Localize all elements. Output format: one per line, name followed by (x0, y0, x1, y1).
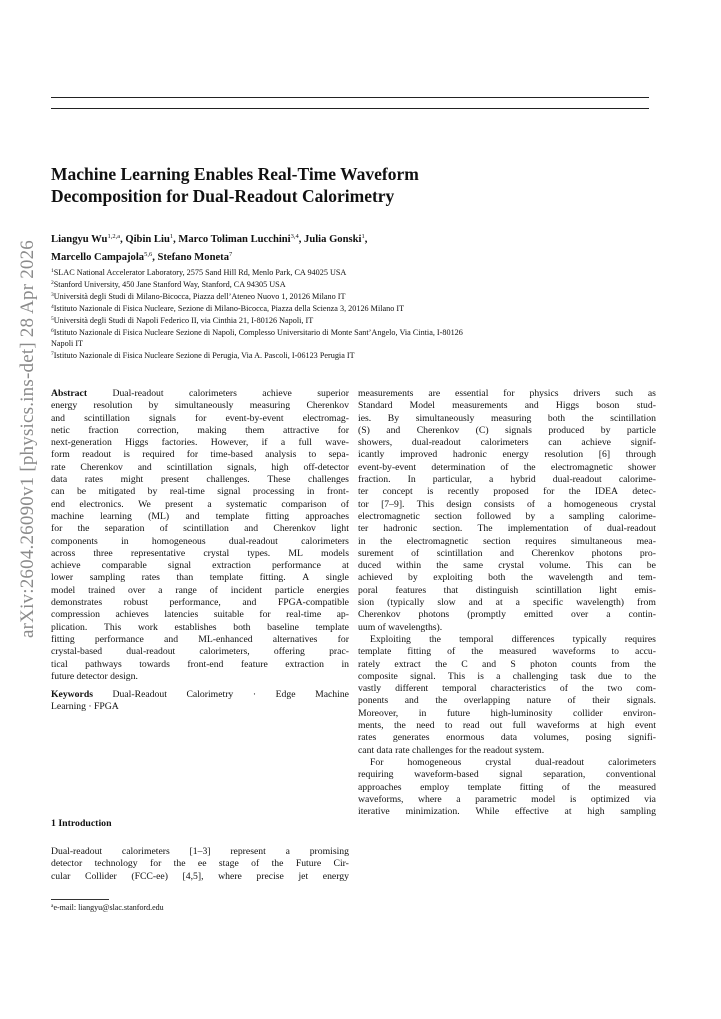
affiliation (51, 290, 661, 302)
abstract-line: model trained over a range of incident particle energies (51, 584, 349, 596)
author-name: Marcello Campajola (51, 252, 145, 263)
abstract-line: lower sampling rates than template fitting. A single (51, 572, 349, 584)
author-name: Liangyu Wu (51, 234, 108, 245)
affiliation (51, 314, 661, 326)
author-affiliation-mark: 7 (229, 251, 233, 258)
affiliation-number: 4 (51, 304, 54, 310)
affiliation-number: 2 (51, 280, 54, 286)
body-line: icantly improved hadronic energy resolution [6] through (358, 449, 656, 461)
body-line (358, 622, 656, 634)
body-line: Standard Model measurements and Higgs boson stud- (358, 400, 656, 412)
body-line: rately extract the C and S photon counts from the (358, 658, 656, 670)
abstract-line (51, 671, 349, 683)
affiliation-text: Istituto Nazionale di Fisica Nucleare Sezione di Napoli, Complesso Universitario di Monte Sant’Angelo, Via Cintia, I-80126 (53, 328, 463, 337)
body-line: ter hadronic section. The implementation of dual-readout (358, 523, 656, 535)
body-line: waveforms, where a parametric model is optimized via (358, 793, 656, 805)
intro-line: cular Collider (FCC-ee) [4,5], where precise jet energy (51, 870, 349, 882)
body-line: Moreover, in future high-luminosity collider environ- (358, 707, 656, 719)
author-line: Liangyu Wu$^{1,2,a}$, Qibin Liu$^1$, Marco Toliman Lucchini$^{3,4}$, Julia Gonski$^1$, (51, 233, 368, 245)
affiliation-number: 6 (51, 328, 54, 334)
abstract-line: energy resolution by simultaneously measuring Cherenkov (51, 400, 349, 412)
affiliation-text: Istituto Nazionale di Fisica Nucleare, Sezione di Milano-Bicocca, Piazza della Scienza 3, 20126 Milano IT (53, 304, 405, 313)
top-rule (51, 97, 649, 98)
body-line: showers, dual-readout calorimeters can achieve signif- (358, 437, 656, 449)
body-line: tor [7–9]. This design consists of a homogeneous crystal (358, 498, 656, 510)
abstract-line: machine learning (ML) and template fitting approaches (51, 510, 349, 522)
text: future detector design. (51, 670, 138, 682)
affiliation-text: Stanford University, 450 Jane Stanford Way, Stanford, CA 94305 USA (53, 280, 286, 289)
body-line: ies. By simultaneously measuring both the scintillation (358, 412, 656, 424)
affiliation (51, 278, 661, 290)
affiliation-number: 7 (51, 351, 54, 357)
paper-title (51, 163, 651, 207)
abstract-line: rate Cherenkov and scintillation signals, high off-detector (51, 461, 349, 473)
author-name: Marco Toliman Lucchini (178, 234, 291, 245)
author-affiliation-mark: 3,4 (290, 233, 299, 240)
footnote (51, 903, 164, 912)
abstract-line: compression achieves latencies suitable for real-time ap- (51, 609, 349, 621)
body-line: ter concept is recently proposed for the IDEA detec- (358, 486, 656, 498)
author-line: Marcello Campajola$^{5,6}$, Stefano Moneta$^7$ (51, 251, 233, 263)
affiliation-text: Napoli IT (51, 339, 84, 348)
affiliation (51, 326, 661, 338)
abstract-line: tical pathways towards front-end feature extraction in (51, 658, 349, 670)
body-line: ponents and the overlapping nature of their signals. (358, 695, 656, 707)
body-line (358, 745, 656, 757)
author-name: Stefano Moneta (157, 252, 229, 263)
affiliation-number: 3 (51, 292, 54, 298)
affiliation-text: Istituto Nazionale di Fisica Nucleare Sezione di Perugia, Via A. Pascoli, I-06123 Perugia IT (53, 351, 355, 360)
author-affiliation-mark: 1 (169, 233, 174, 240)
body-column-right (358, 388, 656, 818)
footnote-mark: a (51, 903, 54, 909)
body-line: Exploiting the temporal differences typically requires (370, 633, 656, 645)
abstract-line: components in homogeneous dual-readout calorimeters (51, 535, 349, 547)
body-line: rates generates enormous data volumes, posing signifi- (358, 732, 656, 744)
body-line: event-by-event determination of the electromagnetic shower (358, 461, 656, 473)
intro-line: detector technology for the ee stage of the Future Cir- (51, 858, 349, 870)
body-line: For homogeneous crystal dual-readout calorimeters (370, 756, 656, 768)
abstract-column (51, 388, 349, 714)
abstract-line: can be mitigated by real-time signal processing in front- (51, 486, 349, 498)
abstract-line: and scintillation signals for event-by-event electromag- (51, 412, 349, 424)
body-line: ments, the need to read out full waveforms at high event (358, 720, 656, 732)
footnote-text: e-mail: liangyu@slac.stanford.edu (53, 903, 164, 912)
section-heading: 1 Introduction (51, 818, 112, 829)
title-line: Decomposition for Dual-Readout Calorimetry (51, 186, 395, 206)
body-line: electromagnetic section followed by a sampling calorime- (358, 510, 656, 522)
body-line: vastly different temporal characteristics of the two com- (358, 683, 656, 695)
affiliation-text: Università degli Studi di Napoli Federico II, via Cinthia 21, I-80126 Napoli, IT (53, 316, 314, 325)
body-line: template fitting of the measured waveforms to accu- (358, 646, 656, 658)
author-list (51, 229, 651, 265)
abstract-line: Abstract Dual-readout calorimeters achieve superior (51, 388, 349, 399)
affiliation (51, 266, 661, 278)
keywords-line (51, 701, 349, 713)
top-rule-secondary (51, 108, 649, 109)
author-name: Julia Gonski (304, 234, 362, 245)
abstract-line: plication. This work establishes both baseline template (51, 621, 349, 633)
affiliation-text: SLAC National Accelerator Laboratory, 2575 Sand Hill Rd, Menlo Park, CA 94025 USA (53, 268, 347, 277)
keywords-heading: Keywords (51, 689, 93, 701)
affiliation-number: 5 (51, 316, 54, 322)
affiliation (51, 302, 661, 314)
body-line: (S) and Cherenkov (C) signals produced by particle (358, 424, 656, 436)
abstract-line: across three representative crystal types. ML models (51, 547, 349, 559)
abstract-line: end electronics. We present a systematic comparison of (51, 498, 349, 510)
text: Learning · FPGA (51, 701, 119, 713)
author-affiliation-mark: 1,2,a (107, 233, 121, 240)
abstract-line: netic fraction correction, making them attractive for (51, 424, 349, 436)
arxiv-identifier: arXiv:2604.26090v1 [physics.ins-det] 28 Apr 2026 (17, 239, 39, 639)
abstract-line: for the separation of scintillation and Cherenkov light (51, 523, 349, 535)
abstract-line: next-generation Higgs factories. However, if a full wave- (51, 437, 349, 449)
text: uum of wavelengths). (358, 621, 443, 633)
body-line: surement of scintillation and Cherenkov photons pro- (358, 547, 656, 559)
author-affiliation-mark: 5,6 (144, 251, 153, 258)
affiliation-number: 1 (51, 268, 54, 274)
body-line: Cherenkov photons (promptly emitted over a contin- (358, 609, 656, 621)
body-line: requiring waveform-based signal separation, conventional (358, 769, 656, 781)
body-line: achieved by exploiting both the wavelength and tem- (358, 572, 656, 584)
intro-line: Dual-readout calorimeters [1–3] represent a promising (51, 846, 349, 857)
abstract-line: form readout is required for time-based analysis to sepa- (51, 449, 349, 461)
body-line: composite signal. This is a challenging task due to the (358, 670, 656, 682)
arxiv-sidebar-stamp (14, 239, 42, 639)
body-line: fraction. In particular, a hybrid dual-readout calorime- (358, 474, 656, 486)
affiliation-text: Università degli Studi di Milano-Bicocca, Piazza dell’Ateneo Nuovo 1, 20126 Milano IT (53, 292, 346, 301)
body-line: duced within the same crystal volume. This can be (358, 560, 656, 572)
author-affiliation-mark: 1 (361, 233, 365, 240)
author-name: Qibin Liu (125, 234, 170, 245)
body-line: measurements are essential for physics drivers such as (358, 388, 656, 399)
body-line: sion (typically slow and at a specific wavelength) from (358, 597, 656, 609)
keywords-line: Keywords Dual-Readout Calorimetry · Edge Machine (51, 689, 349, 701)
abstract-line: crystal-based dual-readout calorimeters, offering prac- (51, 646, 349, 658)
body-line: in the electromagnetic section requires simultaneous mea- (358, 535, 656, 547)
body-line: poral features that distinguish scintillation light emis- (358, 584, 656, 596)
affiliation-list (51, 266, 661, 361)
abstract-line: fitting performance and ML-enhanced alternatives for (51, 633, 349, 645)
affiliation (51, 349, 661, 361)
affiliation (51, 338, 661, 349)
abstract-line: data rates might present challenges. These challenges (51, 474, 349, 486)
abstract-heading: Abstract (51, 388, 88, 399)
introduction-text (51, 846, 349, 883)
body-line: iterative minimization. While effective at high sampling (358, 806, 656, 818)
abstract-line: achieve comparable signal extraction performance at (51, 560, 349, 572)
text: cant data rate challenges for the readout system. (358, 744, 545, 756)
body-line: approaches employ template fitting of the measured (358, 781, 656, 793)
abstract-line: demonstrates robust performance, and FPGA-compatible (51, 597, 349, 609)
footnote-rule (51, 899, 109, 900)
title-line: Machine Learning Enables Real-Time Waveform (51, 164, 419, 184)
